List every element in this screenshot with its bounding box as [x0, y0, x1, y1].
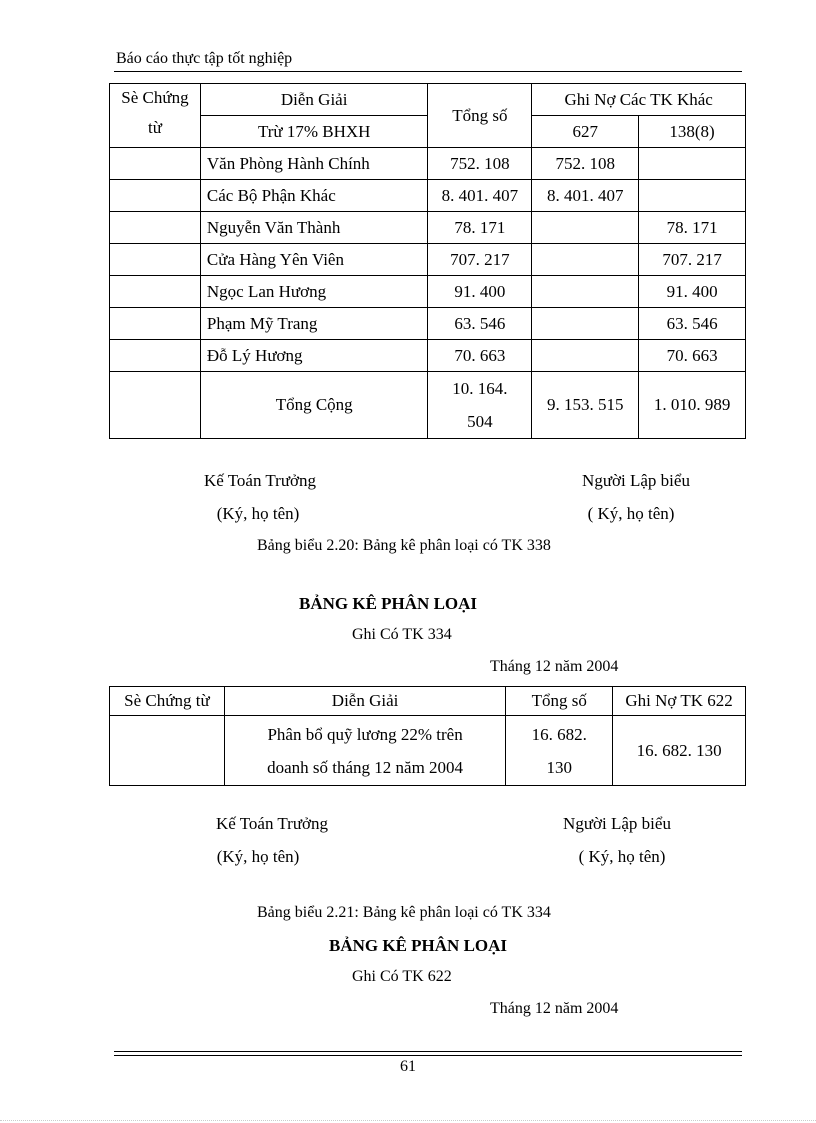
cell-tk1388: 707. 217 [639, 244, 746, 276]
table-row [110, 716, 746, 786]
cell-dien-giai-line2: doanh số tháng 12 năm 2004 [267, 757, 464, 777]
total-tk627: 9. 153. 515 [532, 372, 639, 439]
total-tong-so-line2: 504 [467, 412, 493, 431]
section2-subtitle: Ghi Có TK 334 [352, 626, 452, 643]
signature-left-title: Kế Toán Trưởng [203, 471, 317, 490]
cell-tk1388: 63. 546 [639, 308, 746, 340]
cell-tong-so: 752. 108 [428, 148, 532, 180]
table-row [110, 148, 746, 180]
header-ghi-no: Ghi Nợ Các TK Khác [532, 84, 746, 116]
cell-tong-so-line1: 16. 682. [531, 724, 587, 744]
total-tong-so-line1: 10. 164. [452, 379, 508, 398]
cell-tong-so: 8. 401. 407 [428, 180, 532, 212]
cell-tong-so [506, 716, 613, 786]
cell-dien-giai: Ngọc Lan Hương [200, 276, 428, 308]
cell-so-chung-tu [110, 372, 201, 439]
header-tk-1388: 138(8) [639, 116, 746, 148]
header-dien-giai: Diễn Giải [224, 687, 506, 716]
header-so-chung-tu-line1: Sè Chứng [121, 88, 189, 107]
cell-tong-so: 707. 217 [428, 244, 532, 276]
header-rule [114, 71, 742, 72]
signature-right-title: Người Lập biểu [563, 814, 671, 833]
signature-left-sub: (Ký, họ tên) [216, 847, 300, 866]
cell-tk1388: 70. 663 [639, 340, 746, 372]
cell-tk1388 [639, 148, 746, 180]
cell-dien-giai-line1: Phân bổ quỹ lương 22% trên [267, 724, 463, 744]
cell-tk627 [532, 212, 639, 244]
cell-so-chung-tu [110, 148, 201, 180]
cell-tong-so: 91. 400 [428, 276, 532, 308]
cell-dien-giai: Các Bộ Phận Khác [200, 180, 428, 212]
page-edge [0, 1120, 816, 1121]
cell-so-chung-tu [110, 276, 201, 308]
cell-ghi-no: 16. 682. 130 [613, 716, 746, 786]
cell-tk627 [532, 340, 639, 372]
cell-dien-giai: Văn Phòng Hành Chính [200, 148, 428, 180]
cell-so-chung-tu [110, 180, 201, 212]
header-so-chung-tu: Sè Chứng từ [110, 687, 225, 716]
cell-tk627 [532, 276, 639, 308]
signature-left-title: Kế Toán Trưởng [215, 814, 329, 833]
section3-subtitle: Ghi Có TK 622 [352, 968, 452, 985]
cell-tong-so: 78. 171 [428, 212, 532, 244]
header-dien-giai: Diễn Giải [200, 84, 428, 116]
header-dien-giai-sub: Trừ 17% BHXH [200, 116, 428, 148]
section2-title: BẢNG KÊ PHÂN LOẠI [299, 594, 478, 613]
cell-tk1388: 91. 400 [639, 276, 746, 308]
header-ghi-no: Ghi Nợ TK 622 [613, 687, 746, 716]
caption-2-21: Bảng biểu 2.21: Bảng kê phân loại có TK 334 [257, 904, 551, 921]
table-row [110, 340, 746, 372]
cell-tk1388 [639, 180, 746, 212]
cell-tk627: 8. 401. 407 [532, 180, 639, 212]
header-tong-so: Tổng số [506, 687, 613, 716]
section2-date: Tháng 12 năm 2004 [490, 658, 619, 675]
cell-tong-so: 70. 663 [428, 340, 532, 372]
classification-table-338 [109, 83, 746, 439]
cell-so-chung-tu [110, 244, 201, 276]
signature-right-sub: ( Ký, họ tên) [578, 847, 666, 866]
table-row [110, 308, 746, 340]
page-number: 61 [400, 1058, 416, 1075]
header-so-chung-tu [110, 84, 201, 148]
cell-dien-giai: Đỗ Lý Hương [200, 340, 428, 372]
total-tong-so [428, 372, 532, 439]
table-row [110, 276, 746, 308]
footer-rule-top [114, 1051, 742, 1052]
cell-tk627 [532, 244, 639, 276]
header-tong-so: Tổng số [428, 84, 532, 148]
header-so-chung-tu-line2: từ [147, 118, 162, 137]
table-total-row [110, 372, 746, 439]
cell-tk627 [532, 308, 639, 340]
signature-right-title: Người Lập biểu [582, 471, 690, 490]
section3-date: Tháng 12 năm 2004 [490, 1000, 619, 1017]
signature-right-sub: ( Ký, họ tên) [587, 504, 675, 523]
table-row [110, 212, 746, 244]
table-row [110, 244, 746, 276]
cell-tk627: 752. 108 [532, 148, 639, 180]
cell-dien-giai: Phạm Mỹ Trang [200, 308, 428, 340]
cell-dien-giai [224, 716, 506, 786]
caption-2-20: Bảng biểu 2.20: Bảng kê phân loại có TK 338 [257, 537, 551, 554]
header-title: Báo cáo thực tập tốt nghiệp [116, 50, 293, 67]
classification-table-334 [109, 686, 746, 786]
cell-dien-giai: Nguyễn Văn Thành [200, 212, 428, 244]
cell-tong-so-line2: 130 [546, 757, 573, 777]
signature-left-sub: (Ký, họ tên) [216, 504, 300, 523]
header-tk-627: 627 [532, 116, 639, 148]
total-tk1388: 1. 010. 989 [639, 372, 746, 439]
footer-rule-bottom [114, 1055, 742, 1056]
table-row [110, 180, 746, 212]
cell-tong-so: 63. 546 [428, 308, 532, 340]
cell-tk1388: 78. 171 [639, 212, 746, 244]
section3-title: BẢNG KÊ PHÂN LOẠI [329, 936, 508, 955]
cell-so-chung-tu [110, 716, 225, 786]
cell-so-chung-tu [110, 212, 201, 244]
cell-so-chung-tu [110, 308, 201, 340]
cell-dien-giai: Cửa Hàng Yên Viên [200, 244, 428, 276]
cell-so-chung-tu [110, 340, 201, 372]
total-label: Tổng Cộng [200, 372, 428, 439]
